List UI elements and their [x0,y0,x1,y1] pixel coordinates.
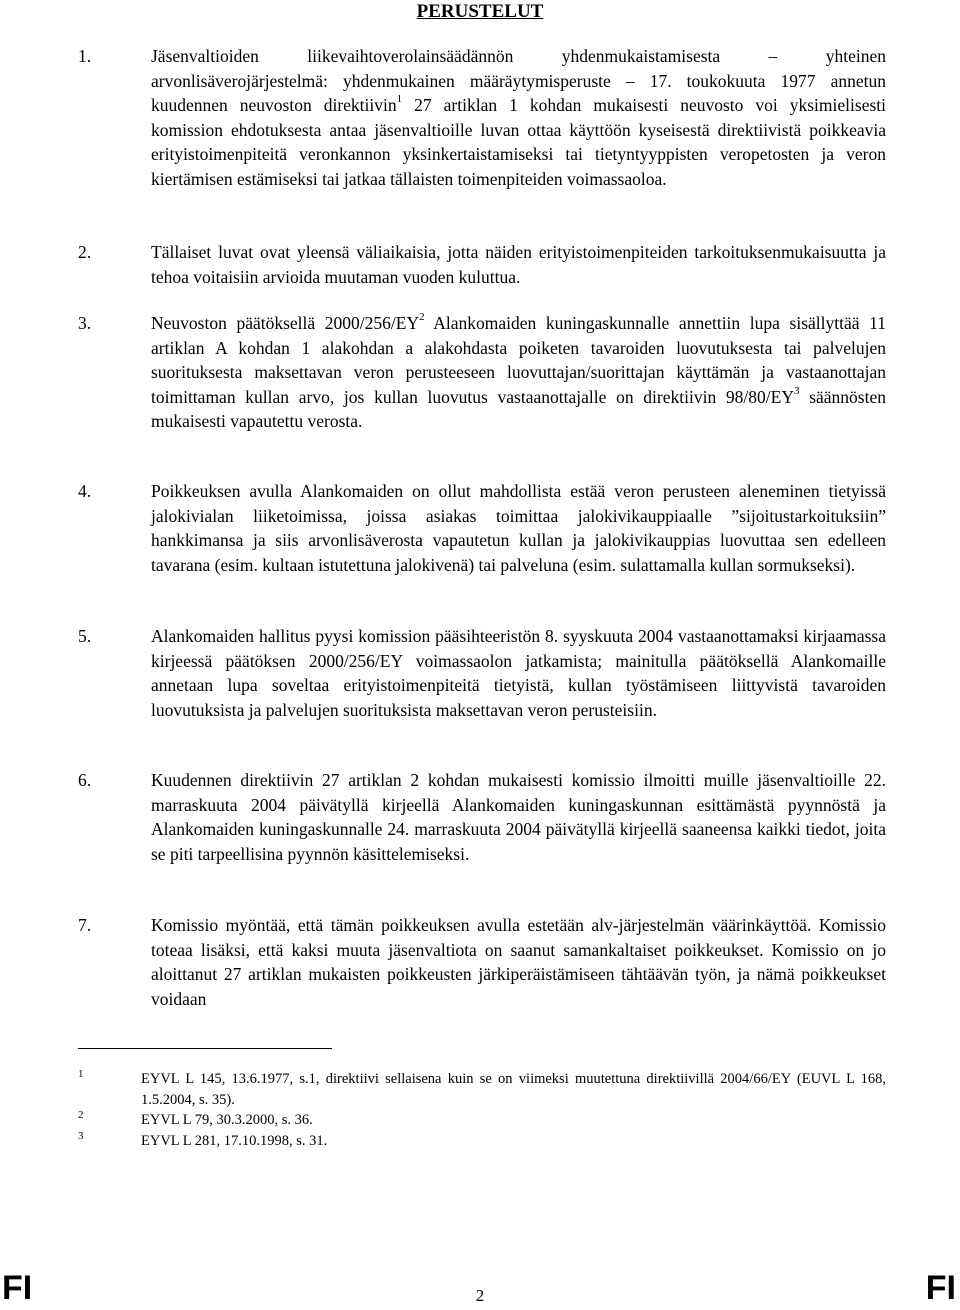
footnote-text: EYVL L 281, 17.10.1998, s. 31. [141,1133,328,1149]
footnote-number: 1 [78,1068,84,1080]
footnote-number: 2 [78,1109,84,1121]
paragraph-5 [78,624,886,722]
paragraph-number: 3. [78,313,92,333]
footnote-1 [78,1069,886,1110]
paragraph-number: 2. [78,242,92,262]
footnote-3 [78,1131,886,1152]
page-number: 2 [475,1286,485,1305]
page-title: PERUSTELUT [416,1,544,22]
paragraph-text: Kuudennen direktiivin 27 artiklan 2 kohdan mukaisesti komissio ilmoitti muille jäsenvaltioille 22. marraskuuta 2004 päivätyllä kirjeellä Alankomaiden kuningaskunnan esittämästä pyynnöstä ja Alankomaiden kuningaskunnalle 24. marraskuuta 2004 päivätyllä kirjeellä saaneensa kaikki tiedot, joita se piti tarpeellisina pyynnön käsittelemiseksi. [151,770,886,864]
paragraph-text: Tällaiset luvat ovat yleensä väliaikaisia, jotta näiden erityistoimenpiteiden tarkoituksenmukaisuutta ja tehoa voitaisiin arvioida muutaman vuoden kuluttua. [151,242,886,287]
footnote-ref-1: 1 [396,93,403,106]
paragraph-number: 1. [78,46,92,66]
paragraph-2 [78,240,886,289]
paragraph-4 [78,479,886,577]
paragraph-7 [78,913,886,1011]
footnote-ref-2: 2 [419,311,425,324]
paragraph-text: Poikkeuksen avulla Alankomaiden on ollut mahdollista estää veron perusteen aleneminen tietyissä jalokivialan liiketoimissa, joissa asiakas toimittaa jalokivikauppiaalle ”sijoitustarkoituksiin” hankkimansa ja siis arvonlisäverosta vapautetun kullan ja jalokivikauppias luovuttaa sen edelleen tavarana (esim. kultaan istutettuna jalokivenä) tai palveluna (esim. sulattamalla kullan sormukseksi). [151,481,886,575]
paragraph-text: Komissio myöntää, että tämän poikkeuksen avulla estetään alv-järjestelmän väärinkäyttöä. Komissio toteaa lisäksi, että kaksi muuta jäsenvaltiota on saanut samankaltaiset poikkeukset. Komissio on jo aloittanut 27 artiklan mukaisten poikkeusten järkiperäistämiseen tähtäävän työn, ja nämä poikkeukset voidaan [151,915,886,1009]
language-code-right: FI [925,1269,956,1307]
paragraph-6 [78,768,886,866]
footnote-ref-3: 3 [793,384,800,397]
paragraph-text: Jäsenvaltioiden liikevaihtoverolainsäädännön yhdenmukaistamisesta – yhteinen arvonlisäverojärjestelmä: yhdenmukainen määräytymisperuste – 17. toukokuuta 1977 annetun kuudennen neuvoston direktiivin$^1$ 27 artiklan 1 kohdan mukaisesti neuvosto voi yksimielisesti komission ehdotuksesta antaa jäsenvaltioille luvan ottaa käyttöön kyseisestä direktiivistä poikkeavia erityistoimenpiteitä veronkannon yksinkertaistamiseksi tai tietyntyyppisten veropetosten ja veron kiertämisen estämiseksi tai jatkaa tällaisten toimenpiteiden voimassaoloa. [151,46,886,189]
paragraph-number: 5. [78,626,92,646]
paragraph-number: 7. [78,915,92,935]
footnote-text: EYVL L 79, 30.3.2000, s. 36. [141,1112,313,1128]
paragraph-text: Alankomaiden hallitus pyysi komission pääsihteeristön 8. syyskuuta 2004 vastaanottamaksi kirjaamassa kirjeessä päätöksen 2000/256/EY voimassaolon jatkamista; mainitulla päätöksellä Alankomaille annetaan lupa soveltaa erityistoimenpiteitä tietyistä, kullan työstämiseen liittyvistä tavaroiden luovutuksista ja palvelujen suorituksista maksettavan veron perusteisiin. [151,626,886,720]
footnote-text: EYVL L 145, 13.6.1977, s.1, direktiivi sellaisena kuin se on viimeksi muutettuna direktiivillä 2004/66/EY (EUVL L 168, 1.5.2004, s. 35). [141,1071,886,1108]
paragraph-number: 4. [78,481,92,501]
paragraph-3 [78,311,886,434]
paragraph-text: Neuvoston päätöksellä $2000/256/EY^2$ Alankomaiden kuningaskunnalle annettiin lupa sisällyttää 11 artiklan A kohdan 1 alakohdan a alakohdasta poiketen tavaroiden luovutuksesta tai palvelujen suorituksesta maksettavan veron perusteeseen luovuttajan/suorittajan käyttämän ja vastaanottajan toimittaman kullan arvo, jos kullan luovutus vastaanottajalle on direktiivin $98/80/EY^3$ säännösten mukaisesti vapautettu verosta. [151,311,886,432]
language-code-left: FI [2,1269,33,1307]
footnote-number: 3 [78,1130,84,1142]
footnote-2 [78,1110,886,1131]
footnote-divider [78,1048,332,1049]
paragraph-number: 6. [78,770,92,790]
paragraph-1 [78,44,886,192]
